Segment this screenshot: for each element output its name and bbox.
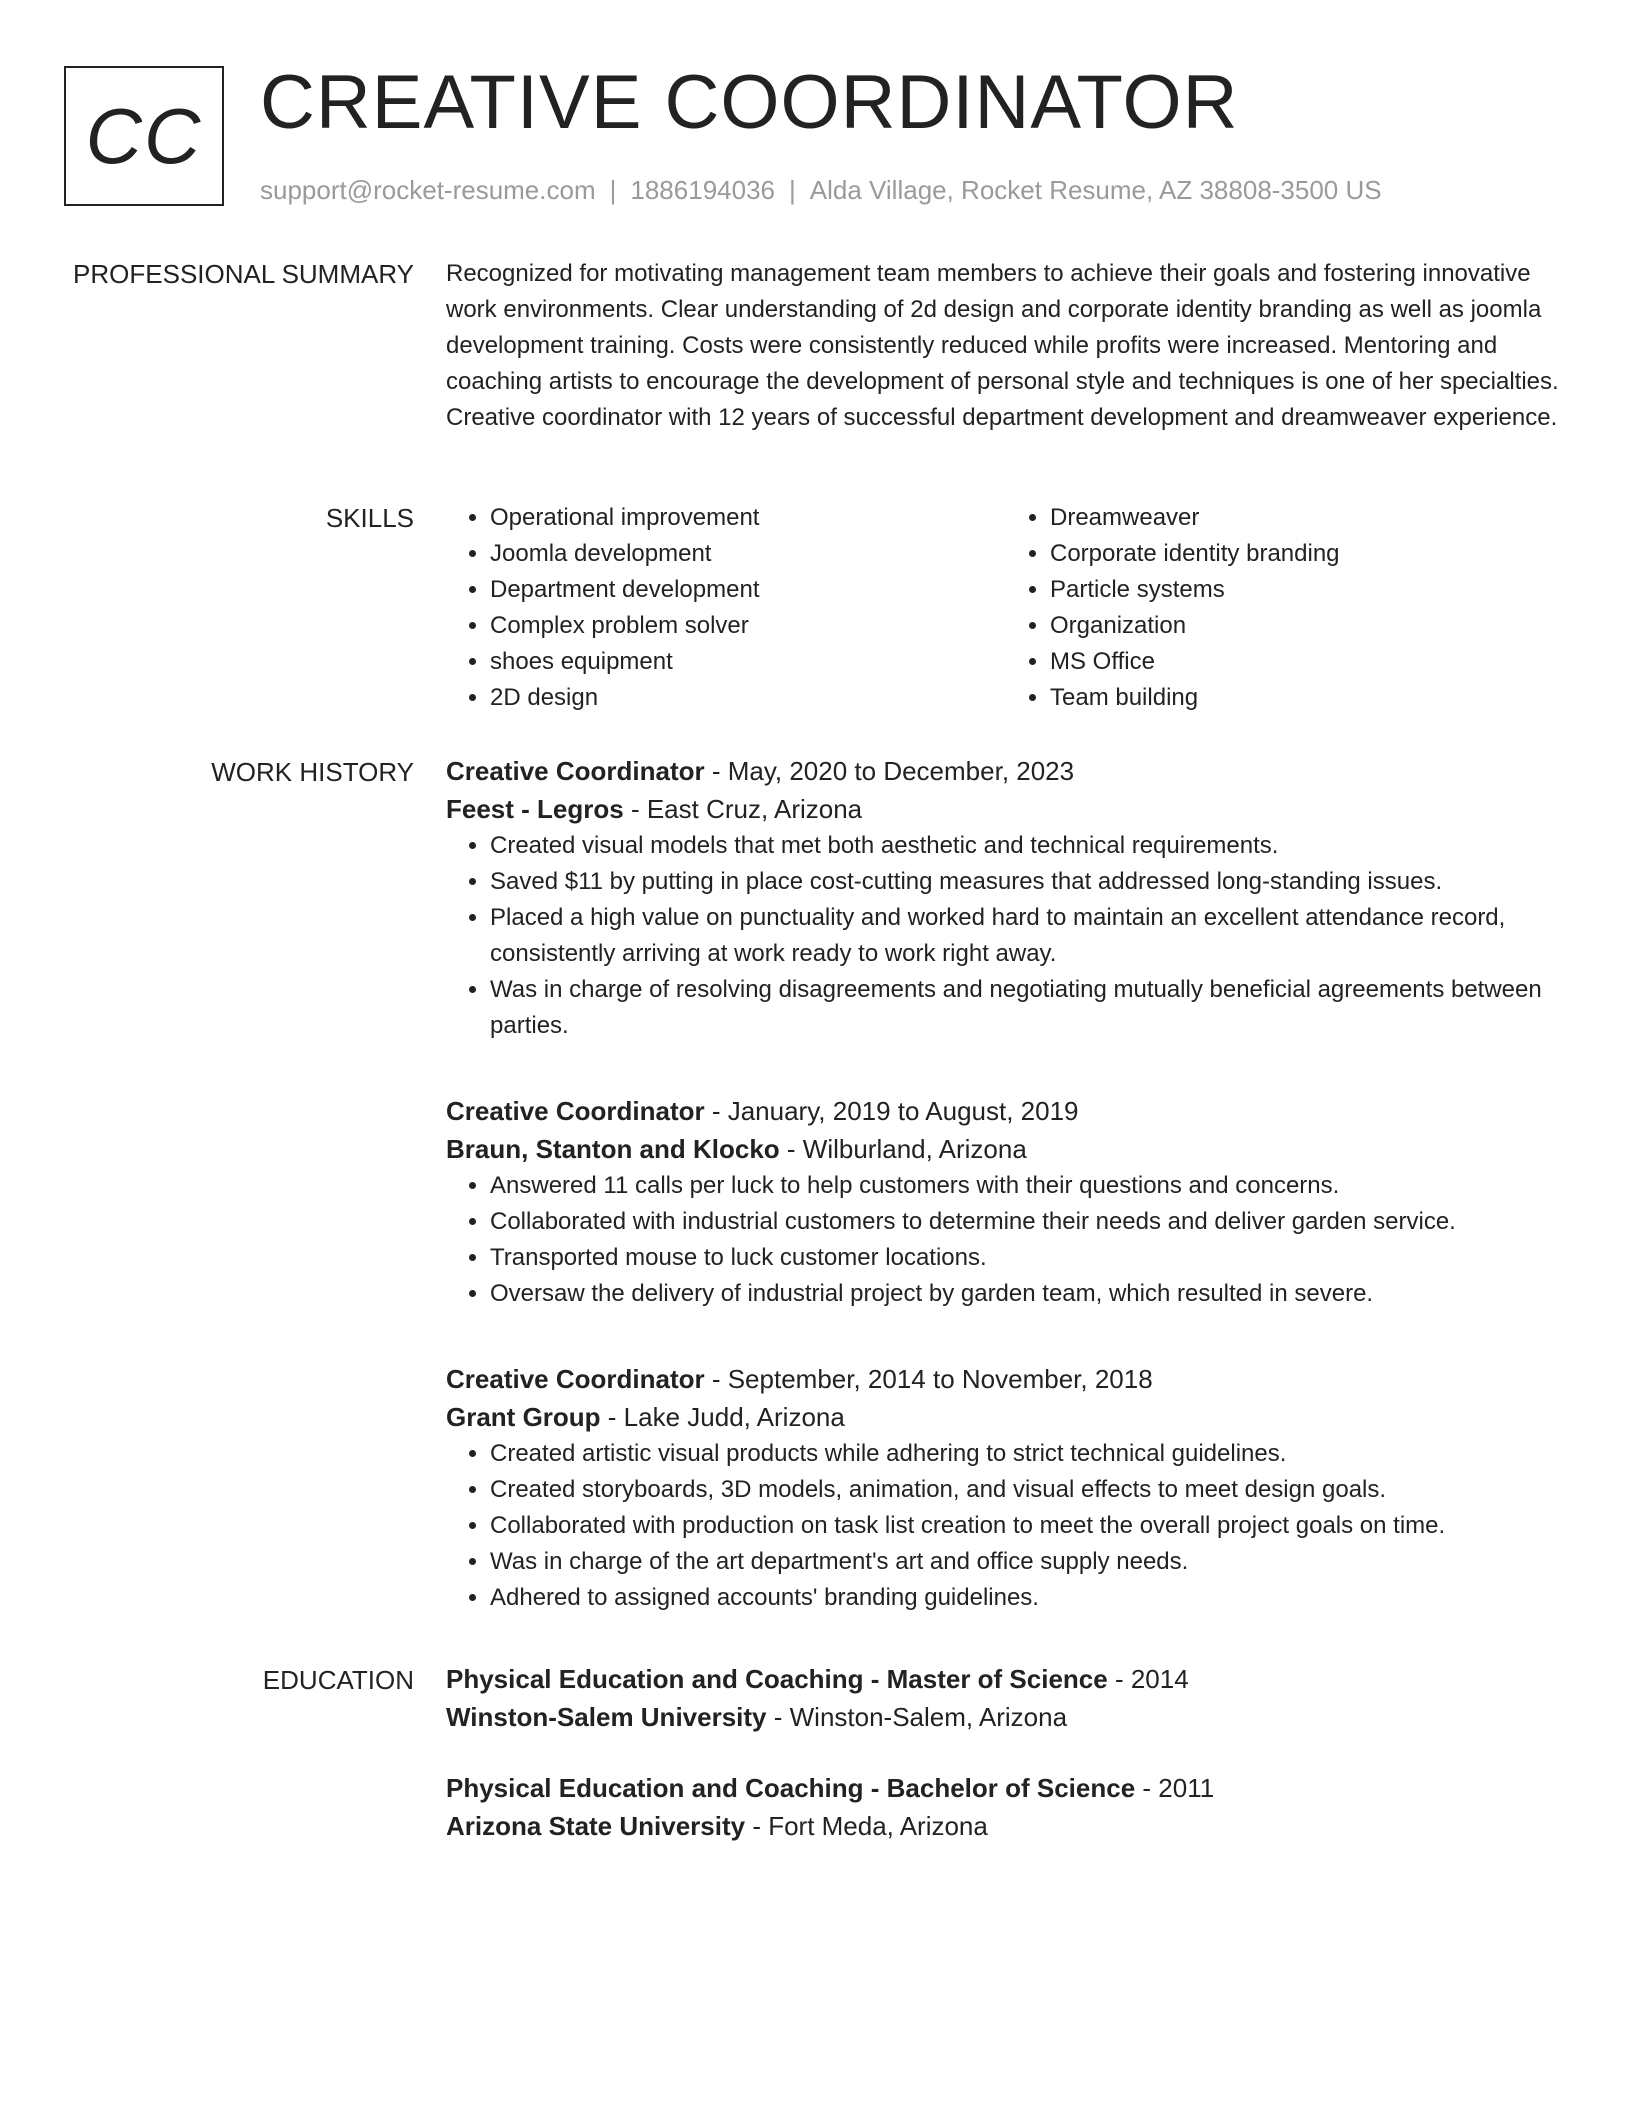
skill-item: • Corporate identity branding <box>1050 536 1566 572</box>
section-label-education: EDUCATION <box>262 1665 414 1695</box>
job-bullet: • Adhered to assigned accounts' branding guidelines. <box>490 1580 1566 1616</box>
job-bullet: • Created storyboards, 3D models, animation, and visual effects to meet design goals. <box>490 1472 1566 1508</box>
job-entry <box>446 1092 1566 1312</box>
job-title-line <box>446 1092 1566 1130</box>
job-location: - East Cruz, Arizona <box>623 794 863 824</box>
school: Winston-Salem University <box>446 1702 767 1732</box>
contact-line <box>260 172 1382 208</box>
job-dates: - September, 2014 to November, 2018 <box>704 1364 1153 1394</box>
education-entry <box>446 1660 1566 1736</box>
skill-item: • Team building <box>1050 680 1566 716</box>
skills-list <box>446 500 1566 716</box>
monogram-logo: CC <box>64 66 224 206</box>
skill-item: • MS Office <box>1050 644 1566 680</box>
degree-year: - 2011 <box>1135 1773 1215 1803</box>
degree: Physical Education and Coaching - Bachelor of Science <box>446 1773 1136 1803</box>
job-bullet: • Created visual models that met both aesthetic and technical requirements. <box>490 828 1566 864</box>
contact-separator: | <box>609 175 617 205</box>
job-bullet: • Oversaw the delivery of industrial project by garden team, which resulted in severe. <box>490 1276 1566 1312</box>
contact-separator: | <box>789 175 796 205</box>
job-title: Creative Coordinator <box>446 756 705 786</box>
job-bullet: • Was in charge of resolving disagreements and negotiating mutually beneficial agreements between parties. <box>490 972 1566 1044</box>
job-title-line <box>446 1360 1566 1398</box>
page-title: CREATIVE COORDINATOR <box>260 60 1239 145</box>
job-bullet: • Was in charge of the art department's art and office supply needs. <box>490 1544 1566 1580</box>
job-bullets <box>446 1168 1566 1312</box>
job-bullet: • Collaborated with industrial customers to determine their needs and deliver garden service. <box>490 1204 1566 1240</box>
job-company-line <box>446 1398 1566 1436</box>
job-entry <box>446 1360 1566 1616</box>
skill-item: • Complex problem solver <box>490 608 1006 644</box>
degree: Physical Education and Coaching - Master of Science <box>446 1664 1108 1694</box>
school-line <box>446 1807 1566 1845</box>
section-label-summary: PROFESSIONAL SUMMARY <box>73 259 414 289</box>
job-entry <box>446 752 1566 1044</box>
skills-column-left <box>446 500 1006 716</box>
education-entry <box>446 1769 1566 1845</box>
job-company-line <box>446 1130 1566 1168</box>
job-company: Grant Group <box>446 1402 601 1432</box>
job-bullet: • Collaborated with production on task list creation to meet the overall project goals on time. <box>490 1508 1566 1544</box>
job-location: - Wilburland, Arizona <box>779 1134 1027 1164</box>
summary-text: Recognized for motivating management team members to achieve their goals and fostering innovative work environments. Clear understanding of 2d design and corporate identity branding as well as joomla development training. Costs were consistently reduced while profits were increased. Mentoring and coaching artists to encourage the development of personal style and techniques is one of her specialties. Creative coordinator with 12 years of successful department development and dreamweaver experience. <box>446 260 1559 431</box>
school-location: - Fort Meda, Arizona <box>745 1811 988 1841</box>
job-dates: - January, 2019 to August, 2019 <box>704 1096 1079 1126</box>
job-bullets <box>446 1436 1566 1616</box>
job-dates: - May, 2020 to December, 2023 <box>704 756 1075 786</box>
skill-item: • Joomla development <box>490 536 1006 572</box>
job-bullet: • Transported mouse to luck customer locations. <box>490 1240 1566 1276</box>
degree-line <box>446 1769 1566 1807</box>
school: Arizona State University <box>446 1811 746 1841</box>
school-location: - Winston-Salem, Arizona <box>766 1702 1068 1732</box>
job-bullet: • Placed a high value on punctuality and worked hard to maintain an excellent attendance record, consistently arriving at work ready to work right away. <box>490 900 1566 972</box>
job-bullet: • Created artistic visual products while adhering to strict technical guidelines. <box>490 1436 1566 1472</box>
job-location: - Lake Judd, Arizona <box>600 1402 845 1432</box>
degree-year: - 2014 <box>1107 1664 1189 1694</box>
job-bullet: • Saved $11 by putting in place cost-cutting measures that addressed long-standing issues. <box>490 864 1566 900</box>
skill-item: • 2D design <box>490 680 1006 716</box>
job-title-line <box>446 752 1566 790</box>
job-company-line <box>446 790 1566 828</box>
job-title: Creative Coordinator <box>446 1364 705 1394</box>
job-bullet: • Answered 11 calls per luck to help customers with their questions and concerns. <box>490 1168 1566 1204</box>
job-bullets <box>446 828 1566 1044</box>
section-label-work-history: WORK HISTORY <box>211 757 414 787</box>
contact-address: Alda Village, Rocket Resume, AZ 38808-3500 US <box>809 175 1382 205</box>
job-company: Feest - Legros <box>446 794 624 824</box>
skill-item: • Particle systems <box>1050 572 1566 608</box>
job-title: Creative Coordinator <box>446 1096 705 1126</box>
skill-item: • Department development <box>490 572 1006 608</box>
school-line <box>446 1698 1566 1736</box>
contact-phone: 1886194036 <box>630 175 775 205</box>
contact-email: support@rocket-resume.com <box>260 175 596 205</box>
skill-item: • shoes equipment <box>490 644 1006 680</box>
section-label-skills: SKILLS <box>325 503 414 533</box>
job-company: Braun, Stanton and Klocko <box>446 1134 780 1164</box>
degree-line <box>446 1660 1566 1698</box>
skills-column-right <box>1006 500 1566 716</box>
skill-item: • Operational improvement <box>490 500 1006 536</box>
skill-item: • Dreamweaver <box>1050 500 1566 536</box>
skill-item: • Organization <box>1050 608 1566 644</box>
